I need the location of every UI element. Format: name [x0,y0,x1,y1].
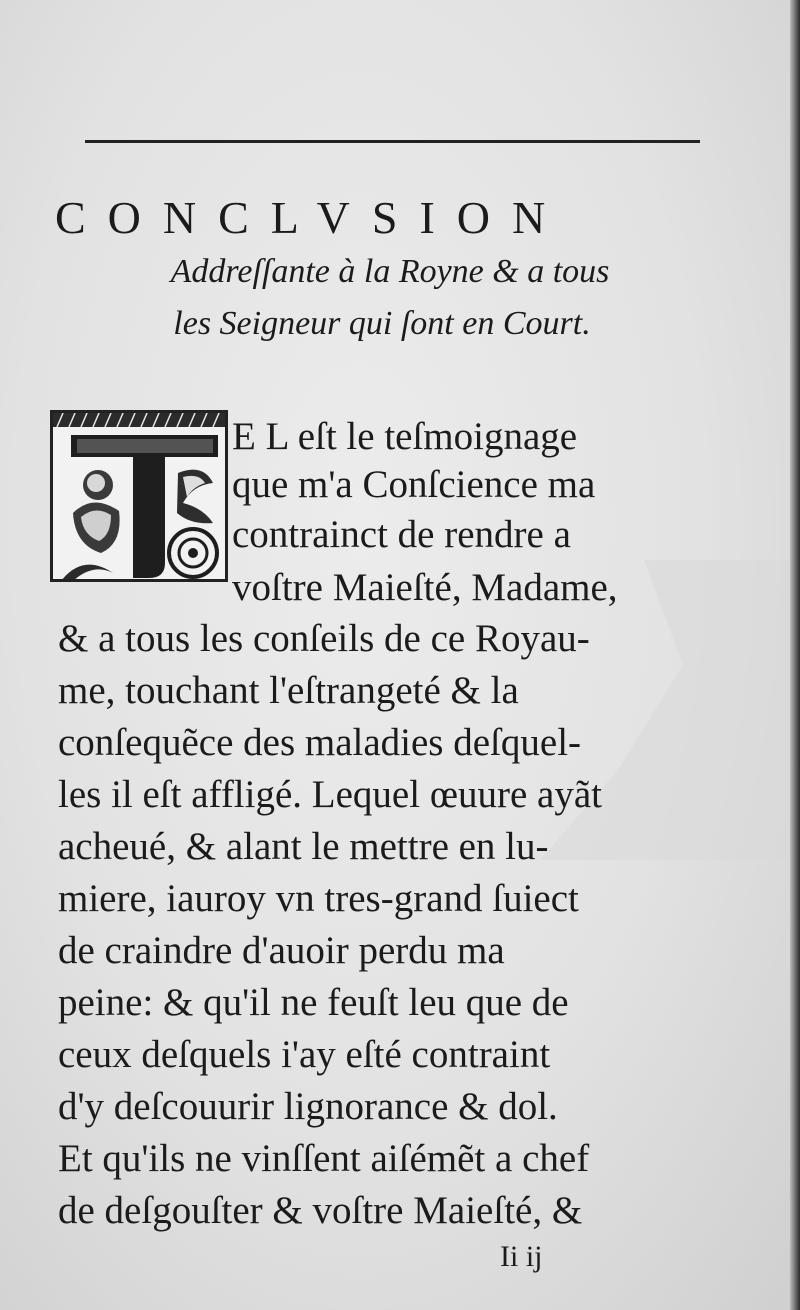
body-line-13: ceux deſquels i'ay eſté contraint [58,1033,551,1076]
body-line-11: de craindre d'auoir perdu ma [58,929,505,972]
body-line-15: Et qu'ils ne vinſſent aiſémẽt a chef [58,1137,590,1180]
body-line-3: contrainct de rendre a [232,513,571,556]
body-line-7: conſequẽce des maladies deſquel- [58,721,582,764]
body-line-4: voſtre Maieſté, Madame, [232,566,618,609]
page-title: CONCLVSION [55,192,568,243]
header-rule [85,140,700,143]
body-line-10: miere, iauroy vn tres-grand ſuiect [58,877,579,920]
body-line-16: de deſgouſter & voſtre Maieſté, & [58,1189,583,1232]
body-line-6: me, touchant l'eſtrangeté & la [58,669,519,712]
body-line-2: que m'a Conſcience ma [232,463,596,506]
signature-mark: Ii ij [500,1240,543,1273]
body-line-14: d'y deſcouurir lignorance & dol. [58,1085,558,1128]
body-line-12: peine: & qu'il ne feuſt leu que de [58,981,569,1024]
scan-edge [790,0,800,1310]
subtitle-line-2: les Seigneur qui ſont en Court. [173,305,591,342]
ornamental-initial-icon [50,410,228,582]
body-line-5: & a tous les conſeils de ce Royau- [58,617,590,660]
body-line-8: les il eſt affligé. Lequel œuure ayãt [58,773,602,816]
subtitle-line-1: Addreſſante à la Royne & a tous [170,253,610,290]
body-line-9: acheué, & alant le mettre en lu- [58,825,549,868]
body-line-1: E L eſt le teſmoignage [232,415,578,458]
